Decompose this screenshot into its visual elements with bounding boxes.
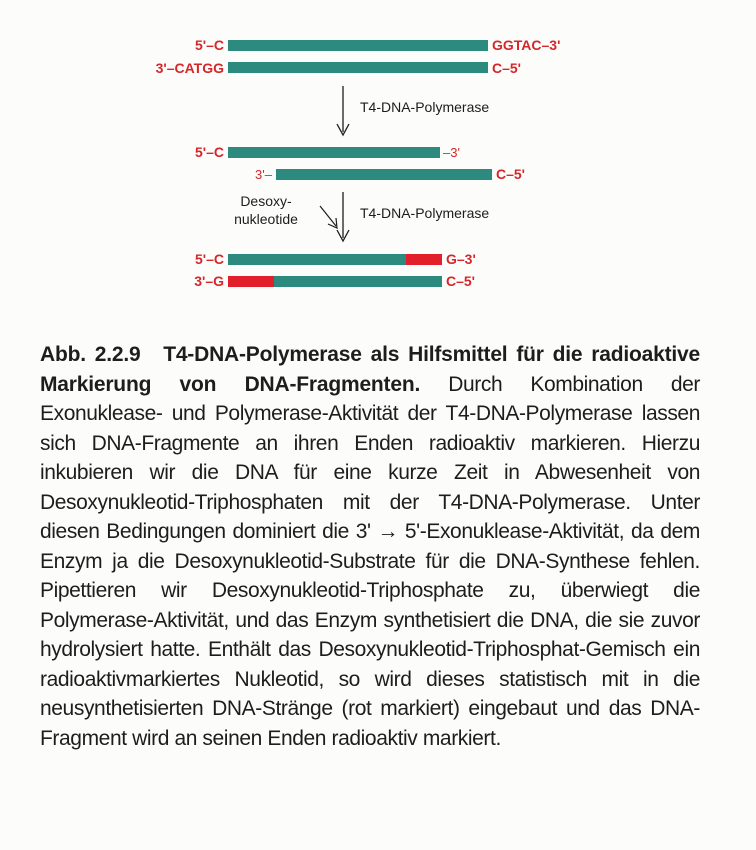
- stage-3-top-right-end: G–3': [446, 251, 476, 267]
- caption-title: T4-DNA-Polymerase als Hilfsmittel für die radioaktive Markierung von DNA-Fragmenten.: [40, 343, 700, 396]
- stage-1-bottom-strand: [228, 62, 488, 73]
- arrow-1-enzyme-label: T4-DNA-Polymerase: [360, 99, 490, 115]
- caption-figure-number: Abb. 2.2.9: [40, 343, 141, 366]
- stage-3-bottom-strand: [274, 276, 442, 287]
- stage-2-bottom-left-end: 3'–: [255, 167, 272, 182]
- stage-1-original-dna: [156, 37, 561, 76]
- stage-1-bottom-left-end: 3'–CATGG: [155, 60, 224, 76]
- stage-3-top-left-end: 5'–C: [194, 251, 224, 267]
- dna-labeling-diagram: [0, 0, 756, 300]
- stage-2-recessed-dna: [195, 144, 525, 182]
- stage-2-bottom-strand: [276, 169, 492, 180]
- stage-1-bottom-right-end: C–5': [492, 60, 522, 76]
- stage-1-top-right-end: GGTAC–3': [492, 37, 561, 53]
- reagent-label-line-1: Desoxy-: [240, 193, 292, 209]
- stage-2-top-strand: [228, 147, 440, 158]
- figure-caption: [40, 340, 700, 753]
- stage-3-bottom-new-segment: [228, 276, 274, 287]
- stage-3-labeled-dna: [194, 251, 476, 289]
- stage-2-top-left-end: 5'–C: [194, 144, 224, 160]
- stage-3-top-strand: [228, 254, 406, 265]
- reagent-label-line-2: nukleotide: [234, 211, 298, 227]
- reagent-arrow-icon: [328, 218, 337, 228]
- stage-2-top-right-end: –3': [443, 145, 460, 160]
- stage-1-top-strand: [228, 40, 488, 51]
- arrow-polymerase-step: [234, 192, 489, 241]
- stage-3-top-new-segment: [406, 254, 442, 265]
- arrow-exonuclease-step: [337, 86, 489, 135]
- caption-body: Durch Kombination der Exonuklease- und Polymerase-Aktivität der T4-DNA-Polymerase lassen sich DNA-Fragmente an ihren Enden radioaktiv markieren. Hierzu inkubieren wir die DNA für eine kurze Zeit in Abwesenheit von Desoxynukleotid-Triphosphaten mit der T4-DNA-Polymerase. Unter diesen Bedingungen dominiert die 3' → 5'-Exonuklease-Aktivität, da dem Enzym ja die Desoxynukleotid-Substrate für die DNA-Synthese fehlen. Pipettieren wir Desoxynukleotid-Triphosphate zu, überwiegt die Polymerase-Aktivität, und das Enzym synthetisiert die DNA, die sie zuvor hydrolysiert hatte. Enthält das Desoxynukleotid-Triphosphat-Gemisch ein radioaktivmarkiertes Nukleotid, so wird dieses statistisch mit in die neusynthetisierten DNA-Stränge (rot markiert) eingebaut und das DNA-Fragment wird an seinen Enden radioaktiv markiert.: [40, 372, 700, 750]
- stage-1-top-left-end: 5'–C: [194, 37, 224, 53]
- stage-3-bottom-right-end: C–5': [446, 273, 476, 289]
- stage-3-bottom-left-end: 3'–G: [194, 273, 224, 289]
- stage-2-bottom-right-end: C–5': [496, 166, 526, 182]
- arrow-2-enzyme-label: T4-DNA-Polymerase: [360, 205, 490, 221]
